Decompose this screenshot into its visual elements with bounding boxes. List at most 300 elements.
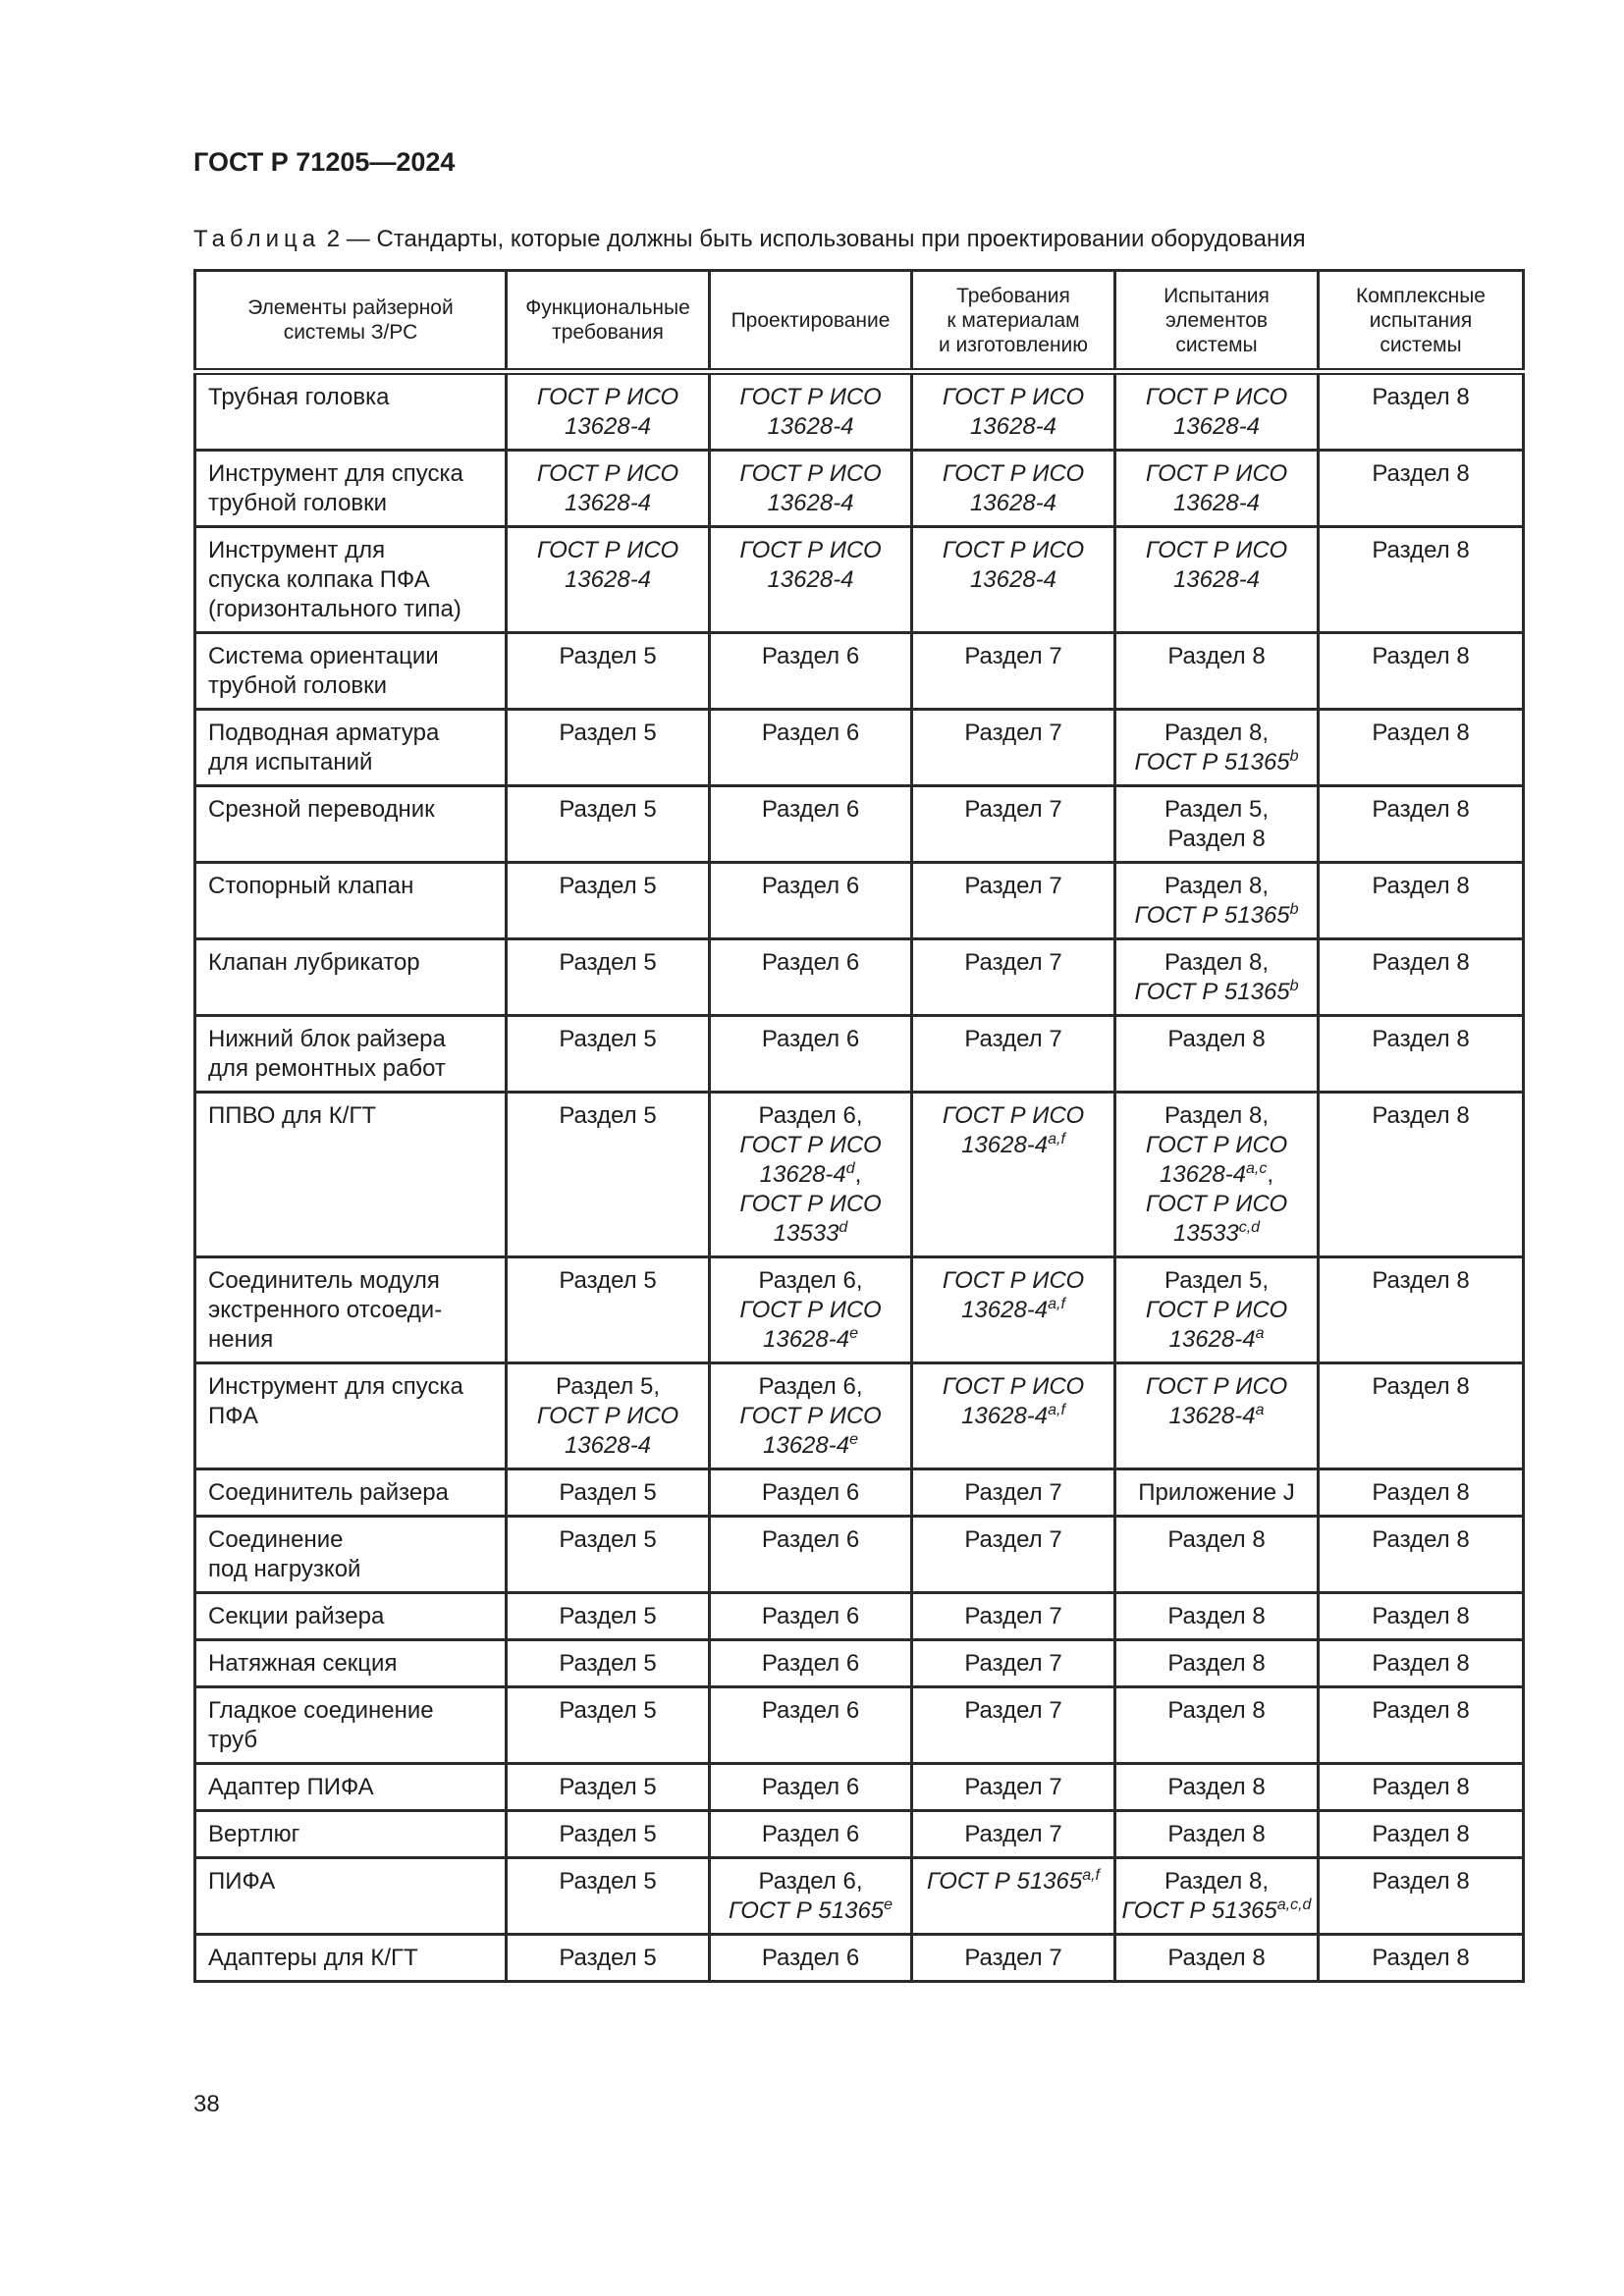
cell-text: Раздел 8,	[1164, 1868, 1269, 1895]
standard-cell	[912, 633, 1115, 710]
cell-text: 13628-4	[564, 490, 652, 516]
cell-text: Раздел 8	[1372, 384, 1470, 410]
standard-cell	[912, 939, 1115, 1016]
cell-text: Раздел 7	[964, 643, 1062, 669]
standard-cell	[1319, 939, 1524, 1016]
cell-text: Раздел 7	[964, 1774, 1062, 1800]
cell-text: Раздел 7	[964, 1479, 1062, 1506]
cell-text: ГОСТ Р ИСО	[739, 1297, 882, 1323]
element-name-cell	[195, 1257, 507, 1363]
cell-text: Раздел 8	[1372, 1650, 1470, 1677]
cell-text: Раздел 8	[1167, 1026, 1266, 1052]
cell-text: Срезной переводник	[208, 796, 435, 823]
cell-text: ГОСТ Р 51365	[1134, 979, 1290, 1005]
cell-text: Инструмент для спуска	[208, 460, 463, 487]
cell-text: ГОСТ Р ИСО	[942, 384, 1085, 410]
cell-text: 13628-4	[1159, 1161, 1247, 1188]
table-row	[195, 1016, 1524, 1093]
table-row	[195, 786, 1524, 863]
standard-cell	[1319, 1687, 1524, 1764]
cell-text: 13628-4	[767, 566, 854, 593]
standard-cell	[507, 1363, 710, 1469]
cell-text: Раздел 5,	[1164, 796, 1269, 823]
standard-cell	[1115, 710, 1319, 786]
standard-cell	[1115, 1811, 1319, 1858]
standard-cell	[912, 1687, 1115, 1764]
cell-text: ГОСТ Р ИСО	[942, 1102, 1085, 1129]
cell-text: Раздел 8	[1372, 949, 1470, 976]
standard-cell	[507, 710, 710, 786]
cell-text: трубной головки	[208, 490, 388, 516]
header-line: системы	[1380, 333, 1462, 356]
standard-cell	[1319, 1858, 1524, 1935]
footnote-marker: e	[884, 1896, 893, 1913]
table-header-row	[195, 271, 1524, 372]
cell-text: Раздел 8,	[1164, 949, 1269, 976]
cell-text: Гладкое соединение	[208, 1697, 434, 1724]
cell-text: ГОСТ Р ИСО	[739, 1132, 882, 1158]
standard-cell	[912, 451, 1115, 527]
standard-cell	[710, 1469, 912, 1517]
header-line: испытания	[1369, 308, 1473, 332]
cell-text: ГОСТ Р ИСО	[942, 537, 1085, 563]
cell-text: Раздел 8	[1372, 796, 1470, 823]
cell-text: Раздел 8	[1372, 1102, 1470, 1129]
table-row	[195, 1469, 1524, 1517]
element-name-cell	[195, 1935, 507, 1982]
table-row	[195, 1363, 1524, 1469]
cell-text: 13628-4	[961, 1297, 1049, 1323]
cell-text: Раздел 5	[559, 720, 657, 746]
standard-cell	[1319, 786, 1524, 863]
cell-text: Раздел 8	[1167, 1603, 1266, 1629]
cell-text: Раздел 6	[761, 1697, 860, 1724]
standard-cell	[1115, 1517, 1319, 1593]
standard-cell	[1115, 786, 1319, 863]
footnote-marker: a	[1255, 1402, 1265, 1418]
standard-cell	[1115, 1687, 1319, 1764]
standard-cell	[1319, 1469, 1524, 1517]
standard-cell	[1319, 1935, 1524, 1982]
cell-text: Раздел 8	[1372, 1479, 1470, 1506]
standard-cell	[710, 1858, 912, 1935]
cell-text: Нижний блок райзера	[208, 1026, 446, 1052]
table-row	[195, 633, 1524, 710]
element-name-cell	[195, 1016, 507, 1093]
cell-text: Стопорный клапан	[208, 873, 414, 899]
footnote-marker: a,c,d	[1276, 1896, 1312, 1913]
cell-text: Раздел 7	[964, 1026, 1062, 1052]
table-row	[195, 1764, 1524, 1811]
element-name-cell	[195, 1811, 507, 1858]
cell-text: ГОСТ Р ИСО	[942, 1267, 1085, 1294]
standard-cell	[507, 1517, 710, 1593]
cell-text: Раздел 7	[964, 1945, 1062, 1971]
standard-cell	[1319, 633, 1524, 710]
footnote-marker: a,f	[1048, 1296, 1065, 1312]
cell-text: Система ориентации	[208, 643, 439, 669]
standard-cell	[912, 527, 1115, 633]
standard-cell	[710, 786, 912, 863]
standard-cell	[1115, 1764, 1319, 1811]
standard-cell	[507, 1016, 710, 1093]
cell-text: Раздел 7	[964, 1697, 1062, 1724]
standard-cell	[710, 1811, 912, 1858]
table-caption	[193, 226, 1306, 253]
cell-text: Раздел 5	[559, 796, 657, 823]
standard-cell	[710, 1257, 912, 1363]
cell-text: Раздел 5	[559, 1697, 657, 1724]
cell-text: Раздел 7	[964, 949, 1062, 976]
cell-text: Раздел 8	[1372, 1945, 1470, 1971]
cell-text: Раздел 5	[559, 1945, 657, 1971]
cell-text: 13628-4	[961, 1132, 1049, 1158]
footnote-marker: e	[849, 1431, 858, 1448]
cell-text: ГОСТ Р ИСО	[1145, 537, 1288, 563]
cell-text: Раздел 8	[1372, 720, 1470, 746]
standard-cell	[507, 633, 710, 710]
cell-text: Раздел 5	[559, 1603, 657, 1629]
cell-text: Раздел 6,	[758, 1868, 863, 1895]
cell-text: Раздел 8,	[1164, 720, 1269, 746]
standard-cell	[1115, 1257, 1319, 1363]
document-header: ГОСТ Р 71205—2024	[193, 147, 456, 177]
cell-text: ГОСТ Р ИСО	[739, 1403, 882, 1429]
cell-text: Раздел 5	[559, 873, 657, 899]
cell-text: Раздел 8	[1372, 643, 1470, 669]
cell-text: ГОСТ Р ИСО	[536, 537, 679, 563]
standard-cell	[710, 451, 912, 527]
cell-text: ГОСТ Р 51365	[927, 1868, 1083, 1895]
standard-cell	[1319, 1016, 1524, 1093]
cell-text: Раздел 8	[1372, 460, 1470, 487]
footnote-marker: c,d	[1238, 1219, 1261, 1236]
cell-text: Раздел 5	[559, 1526, 657, 1553]
cell-text: 13533	[773, 1220, 839, 1247]
cell-text: ГОСТ Р ИСО	[1145, 1297, 1288, 1323]
standard-cell	[507, 863, 710, 939]
standard-cell	[507, 1593, 710, 1640]
cell-text: экстренного отсоеди-	[208, 1297, 443, 1323]
cell-text: ГОСТ Р ИСО	[739, 537, 882, 563]
header-system-testing	[1319, 271, 1524, 372]
element-name-cell	[195, 939, 507, 1016]
cell-text: ГОСТ Р ИСО	[1145, 1191, 1288, 1217]
standard-cell	[507, 939, 710, 1016]
cell-text: Раздел 8	[1167, 826, 1266, 852]
cell-text: 13628-4	[1172, 413, 1261, 440]
cell-text: Подводная арматура	[208, 720, 440, 746]
standard-cell	[1115, 1858, 1319, 1935]
cell-text: Раздел 6	[761, 720, 860, 746]
header-line: элементов	[1164, 308, 1269, 332]
standard-cell	[1115, 1640, 1319, 1687]
standard-cell	[912, 1764, 1115, 1811]
standard-cell	[912, 1858, 1115, 1935]
cell-text: 13628-4	[759, 1161, 846, 1188]
cell-text: 13628-4	[564, 1432, 652, 1459]
standard-cell	[710, 1640, 912, 1687]
cell-text: Вертлюг	[208, 1821, 300, 1847]
header-design	[710, 271, 912, 372]
footnote-marker: a,f	[1048, 1131, 1065, 1148]
standard-cell	[710, 1016, 912, 1093]
cell-text: ГОСТ Р ИСО	[1145, 1132, 1288, 1158]
standard-cell	[507, 1093, 710, 1257]
cell-text: ГОСТ Р 51365	[1121, 1897, 1277, 1924]
header-component-testing	[1115, 271, 1319, 372]
element-name-cell	[195, 633, 507, 710]
standard-cell	[912, 1640, 1115, 1687]
cell-text: Раздел 8	[1372, 1774, 1470, 1800]
standard-cell	[912, 1363, 1115, 1469]
header-materials-manufacturing	[912, 271, 1115, 372]
header-line: системы	[1175, 333, 1258, 356]
cell-text: Раздел 7	[964, 1526, 1062, 1553]
element-name-cell	[195, 1093, 507, 1257]
cell-text: Раздел 8	[1372, 1697, 1470, 1724]
standard-cell	[710, 939, 912, 1016]
header-line: Требования	[956, 284, 1070, 307]
standards-table	[193, 269, 1525, 1983]
cell-text: Раздел 8,	[1164, 873, 1269, 899]
cell-text: ПФА	[208, 1403, 258, 1429]
header-line: и изготовлению	[938, 333, 1089, 356]
cell-text: 13628-4	[1168, 1403, 1256, 1429]
standard-cell	[507, 527, 710, 633]
cell-text: 13628-4	[763, 1326, 850, 1353]
header-line: к материалам	[947, 308, 1080, 332]
cell-text: ГОСТ Р ИСО	[1145, 384, 1288, 410]
standard-cell	[1115, 1469, 1319, 1517]
cell-text: Раздел 6	[761, 1603, 860, 1629]
standard-cell	[1115, 1363, 1319, 1469]
cell-text: Раздел 8	[1167, 643, 1266, 669]
cell-text: Раздел 6	[761, 643, 860, 669]
element-name-cell	[195, 710, 507, 786]
standard-cell	[507, 1257, 710, 1363]
header-line: Комплексные	[1356, 284, 1486, 307]
cell-text: Натяжная секция	[208, 1650, 398, 1677]
standard-cell	[507, 1687, 710, 1764]
page-number: 38	[193, 2091, 220, 2117]
cell-text: Раздел 6	[761, 1821, 860, 1847]
cell-text: 13628-4	[969, 413, 1057, 440]
standard-cell	[1319, 1640, 1524, 1687]
element-name-cell	[195, 863, 507, 939]
standard-cell	[912, 786, 1115, 863]
cell-text: Раздел 8	[1167, 1774, 1266, 1800]
cell-text: ГОСТ Р ИСО	[1145, 460, 1288, 487]
cell-text: Раздел 7	[964, 1603, 1062, 1629]
table-row	[195, 1093, 1524, 1257]
standard-cell	[1115, 939, 1319, 1016]
cell-text: ГОСТ Р ИСО	[536, 384, 679, 410]
table-row	[195, 939, 1524, 1016]
table-row	[195, 1640, 1524, 1687]
cell-text: Раздел 6,	[758, 1373, 863, 1400]
footnote-marker: b	[1289, 978, 1299, 994]
standard-cell	[710, 1363, 912, 1469]
cell-text: Раздел 5	[559, 1102, 657, 1129]
standard-cell	[1319, 1257, 1524, 1363]
element-name-cell	[195, 1640, 507, 1687]
cell-text: Раздел 5	[559, 1868, 657, 1895]
cell-text: Секции райзера	[208, 1603, 385, 1629]
cell-text: Раздел 8	[1372, 1373, 1470, 1400]
standard-cell	[1319, 1517, 1524, 1593]
cell-text: ГОСТ Р ИСО	[739, 1191, 882, 1217]
cell-text: 13628-4	[1172, 490, 1261, 516]
cell-text: ГОСТ Р ИСО	[942, 1373, 1085, 1400]
cell-text: Раздел 5	[559, 1026, 657, 1052]
table-row	[195, 1687, 1524, 1764]
standard-cell	[1319, 527, 1524, 633]
header-functional-requirements	[507, 271, 710, 372]
table-row	[195, 863, 1524, 939]
standard-cell	[1319, 372, 1524, 451]
cell-text: ГОСТ Р ИСО	[1145, 1373, 1288, 1400]
cell-text: Раздел 6	[761, 796, 860, 823]
cell-text: ГОСТ Р ИСО	[739, 384, 882, 410]
standard-cell: Раздел 6, ГОСТ Р ИСО 13628-4$^d$, ГОСТ Р ИСО 13533$^d$	[710, 1093, 912, 1257]
standard-cell	[1319, 863, 1524, 939]
cell-text: 13628-4	[763, 1432, 850, 1459]
header-riser-elements	[195, 271, 507, 372]
cell-text: Приложение J	[1138, 1479, 1295, 1506]
cell-text: Раздел 8	[1372, 1026, 1470, 1052]
cell-text: Адаптер ПИФА	[208, 1774, 374, 1800]
standard-cell	[507, 1469, 710, 1517]
standard-cell	[912, 1593, 1115, 1640]
cell-text: Раздел 7	[964, 1821, 1062, 1847]
standard-cell	[1115, 527, 1319, 633]
cell-text: Соединитель райзера	[208, 1479, 449, 1506]
standard-cell	[912, 863, 1115, 939]
standard-cell	[1115, 372, 1319, 451]
cell-text: Раздел 8	[1167, 1945, 1266, 1971]
standard-cell	[507, 1811, 710, 1858]
table-row	[195, 1257, 1524, 1363]
element-name-cell	[195, 1469, 507, 1517]
cell-text: Раздел 8	[1372, 1868, 1470, 1895]
cell-text: (горизонтального типа)	[208, 596, 461, 622]
cell-text: Раздел 8	[1372, 537, 1470, 563]
cell-text: Раздел 8	[1167, 1526, 1266, 1553]
cell-text: ГОСТ Р 51365	[1134, 749, 1290, 775]
element-name-cell	[195, 1687, 507, 1764]
footnote-marker: b	[1289, 901, 1299, 918]
standard-cell	[1319, 710, 1524, 786]
footnote-marker: a,f	[1048, 1402, 1065, 1418]
standard-cell	[1319, 1093, 1524, 1257]
header-line: Испытания	[1164, 284, 1270, 307]
cell-text: Раздел 5,	[555, 1373, 660, 1400]
cell-text: ГОСТ Р ИСО	[739, 460, 882, 487]
footnote-marker: a	[1255, 1325, 1265, 1342]
table-row	[195, 451, 1524, 527]
cell-text: Соединитель модуля	[208, 1267, 440, 1294]
standard-cell	[507, 372, 710, 451]
cell-text: Раздел 5	[559, 1774, 657, 1800]
table-caption-text: 2 — Стандарты, которые должны быть использованы при проектировании оборудования	[320, 226, 1306, 252]
element-name-cell	[195, 1363, 507, 1469]
cell-text: Раздел 8	[1167, 1821, 1266, 1847]
cell-text: Раздел 6	[761, 1774, 860, 1800]
cell-text: Раздел 8	[1372, 1526, 1470, 1553]
standard-cell	[912, 1016, 1115, 1093]
cell-text: Раздел 8	[1372, 1603, 1470, 1629]
element-name-cell	[195, 451, 507, 527]
standard-cell	[710, 372, 912, 451]
footnote-marker: d	[839, 1219, 848, 1236]
cell-text: Раздел 5	[559, 1479, 657, 1506]
standard-cell: Раздел 8, ГОСТ Р ИСО 13628-4$^{a,c}$, ГОСТ Р ИСО 13533$^{c,d}$	[1115, 1093, 1319, 1257]
standard-cell	[912, 710, 1115, 786]
cell-text: ППВО для К/ГТ	[208, 1102, 377, 1129]
cell-text: 13628-4	[1172, 566, 1261, 593]
cell-text: для испытаний	[208, 749, 373, 775]
cell-text: Инструмент для	[208, 537, 386, 563]
cell-text: Клапан лубрикатор	[208, 949, 420, 976]
standard-cell	[912, 1469, 1115, 1517]
header-line: Проектирование	[731, 308, 891, 332]
cell-text: Адаптеры для К/ГТ	[208, 1945, 418, 1971]
cell-text: для ремонтных работ	[208, 1055, 446, 1082]
cell-text: Раздел 7	[964, 720, 1062, 746]
cell-text: Раздел 5	[559, 949, 657, 976]
cell-text: Раздел 8	[1372, 873, 1470, 899]
standard-cell	[710, 633, 912, 710]
cell-text: Раздел 6,	[758, 1102, 863, 1129]
cell-text: ГОСТ Р ИСО	[536, 1403, 679, 1429]
footnote-marker: d	[845, 1160, 855, 1177]
element-name-cell	[195, 786, 507, 863]
cell-text: Раздел 5	[559, 1267, 657, 1294]
cell-text: Раздел 5	[559, 1650, 657, 1677]
standard-cell	[1115, 1593, 1319, 1640]
element-name-cell	[195, 1858, 507, 1935]
cell-text: Раздел 5	[559, 1821, 657, 1847]
cell-text: Раздел 8	[1372, 1267, 1470, 1294]
table-row	[195, 1935, 1524, 1982]
table-row	[195, 1811, 1524, 1858]
cell-text: Раздел 8,	[1164, 1102, 1269, 1129]
standard-cell	[1319, 1593, 1524, 1640]
standard-cell	[1115, 1935, 1319, 1982]
element-name-cell	[195, 1764, 507, 1811]
cell-text: ГОСТ Р 51365	[1134, 902, 1290, 929]
standard-cell	[507, 451, 710, 527]
element-name-cell	[195, 372, 507, 451]
table-row	[195, 527, 1524, 633]
element-name-cell	[195, 527, 507, 633]
cell-text: Раздел 6	[761, 873, 860, 899]
standard-cell	[1319, 451, 1524, 527]
footnote-marker: a,f	[1082, 1867, 1100, 1884]
header-line: требования	[552, 321, 664, 344]
cell-text: Раздел 6,	[758, 1267, 863, 1294]
cell-text: 13628-4	[564, 566, 652, 593]
standard-cell	[912, 1517, 1115, 1593]
standard-cell	[912, 1093, 1115, 1257]
cell-text: Раздел 6	[761, 1479, 860, 1506]
cell-text: Раздел 6	[761, 1650, 860, 1677]
table-row	[195, 1593, 1524, 1640]
standard-cell	[1319, 1811, 1524, 1858]
footnote-marker: e	[849, 1325, 858, 1342]
standard-cell	[507, 1640, 710, 1687]
